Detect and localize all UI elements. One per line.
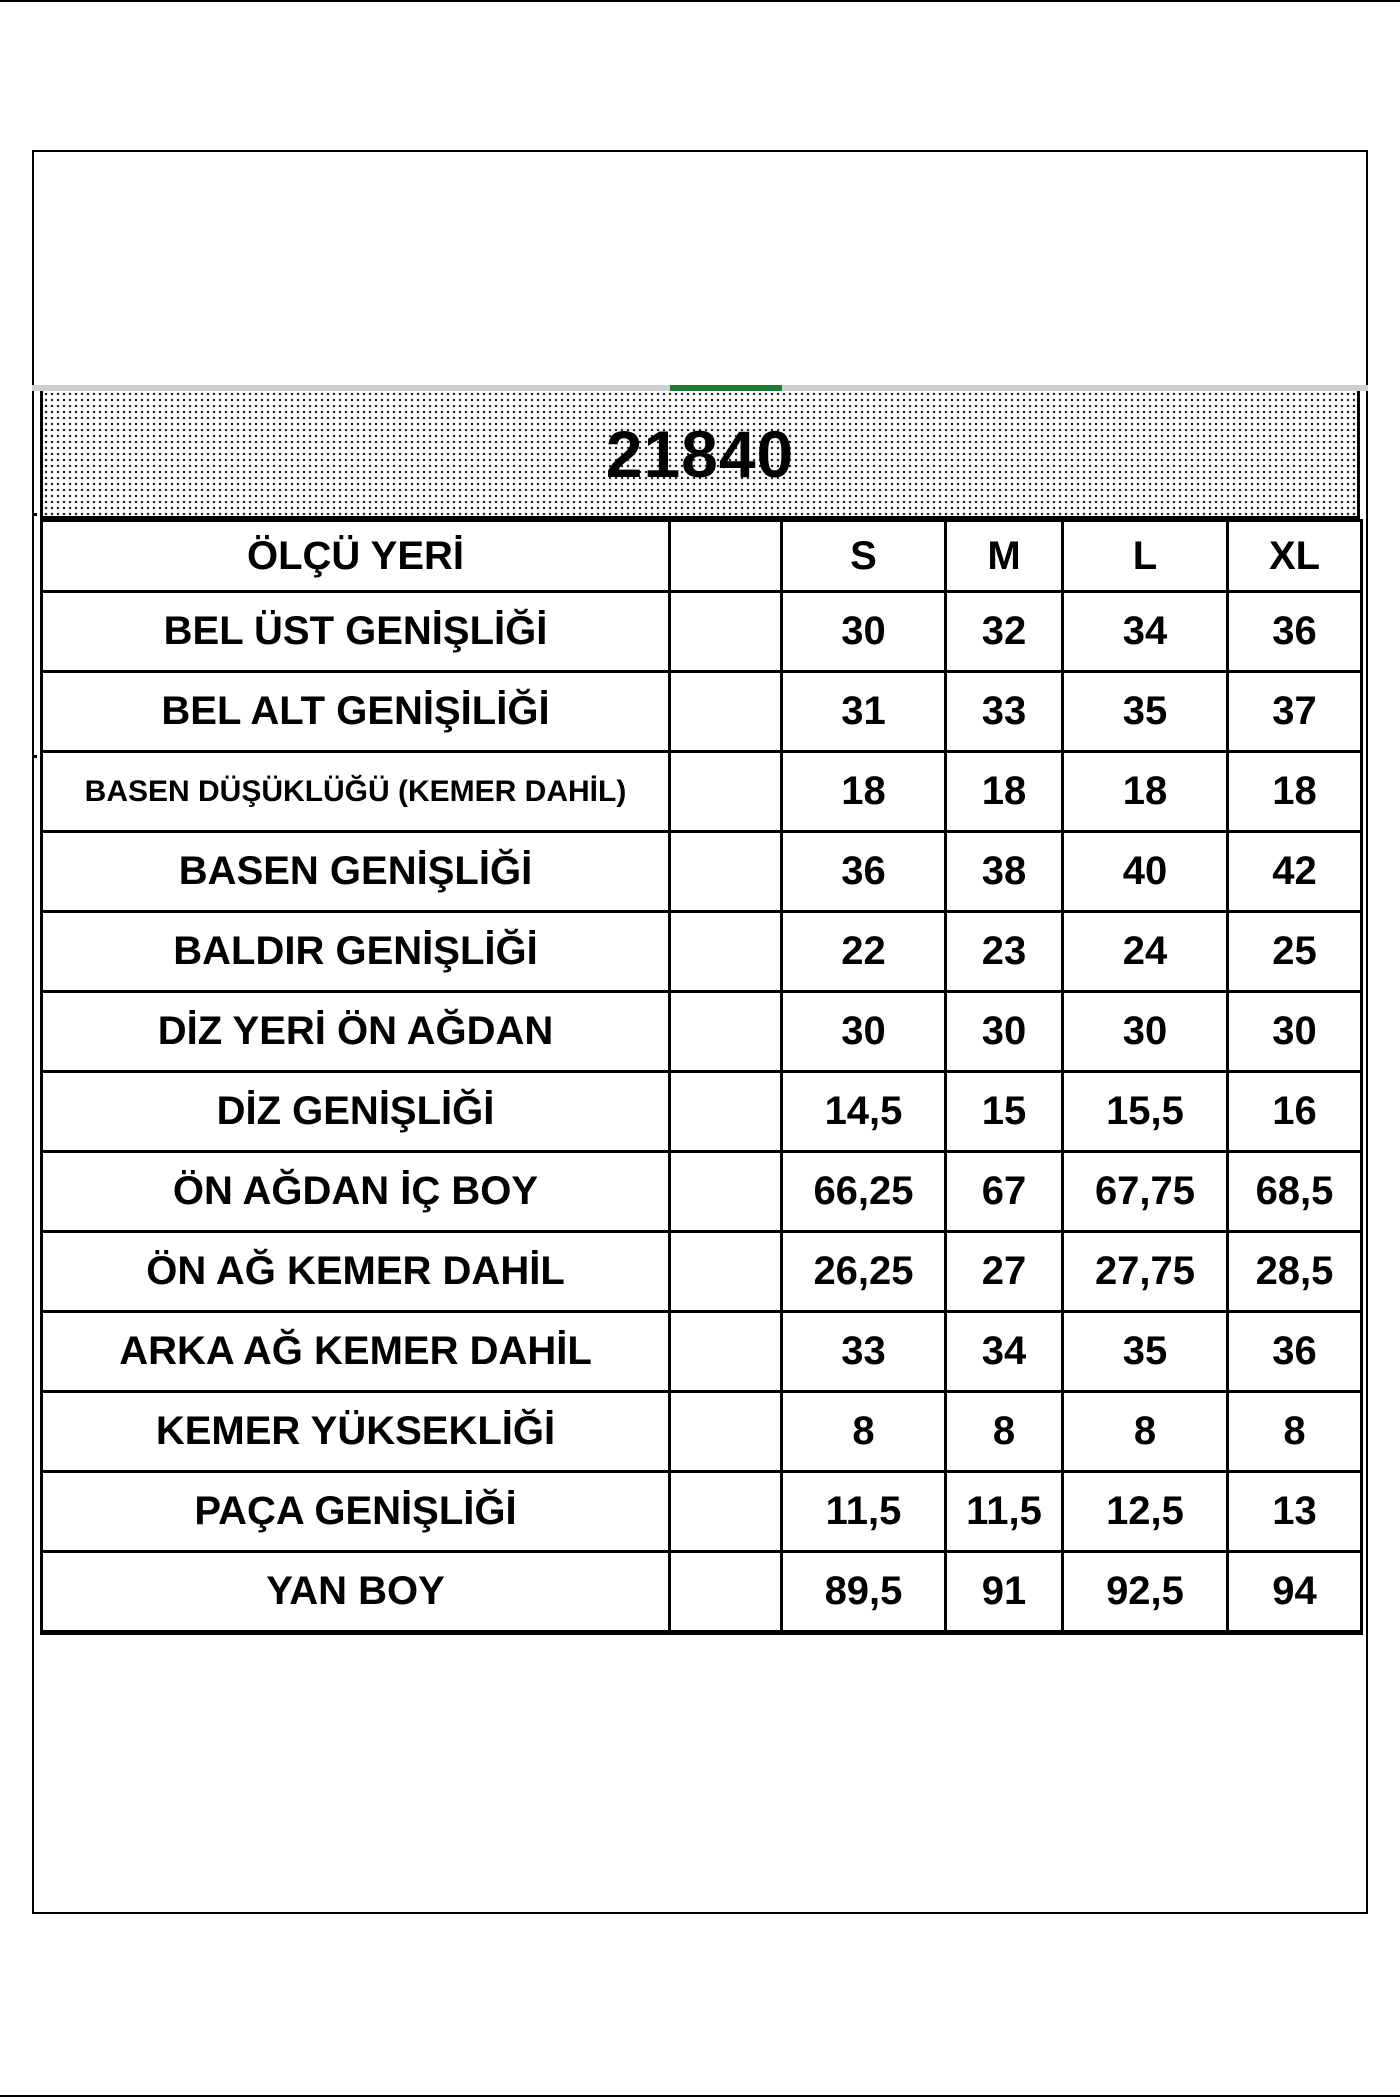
value-cell-m: 11,5 <box>946 1472 1063 1552</box>
value-cell-m: 18 <box>946 752 1063 832</box>
value-cell-s: 33 <box>782 1312 946 1392</box>
value-cell-l: 35 <box>1063 672 1228 752</box>
table-row <box>42 1312 1362 1392</box>
measurement-label: BASEN DÜŞÜKLÜĞÜ (KEMER DAHİL) <box>42 752 670 832</box>
value-cell-l: 92,5 <box>1063 1552 1228 1633</box>
value-cell-m: 67 <box>946 1152 1063 1232</box>
value-cell-s: 66,25 <box>782 1152 946 1232</box>
value-cell-s: 36 <box>782 832 946 912</box>
value-cell-l: 67,75 <box>1063 1152 1228 1232</box>
value-cell-m: 91 <box>946 1552 1063 1633</box>
value-cell-xl: 16 <box>1228 1072 1362 1152</box>
blank-cell <box>670 752 782 832</box>
value-cell-m: 34 <box>946 1312 1063 1392</box>
value-cell-s: 11,5 <box>782 1472 946 1552</box>
table-row <box>42 992 1362 1072</box>
value-cell-xl: 42 <box>1228 832 1362 912</box>
value-cell-l: 35 <box>1063 1312 1228 1392</box>
measurement-label: PAÇA GENİŞLİĞİ <box>42 1472 670 1552</box>
bottom-edge-line <box>0 2095 1400 2097</box>
measurement-label: YAN BOY <box>42 1552 670 1633</box>
value-cell-l: 34 <box>1063 592 1228 672</box>
measurement-label: DİZ YERİ ÖN AĞDAN <box>42 992 670 1072</box>
measurement-label: BEL ÜST GENİŞLİĞİ <box>42 592 670 672</box>
value-cell-l: 18 <box>1063 752 1228 832</box>
value-cell-xl: 25 <box>1228 912 1362 992</box>
table-row <box>42 1392 1362 1472</box>
value-cell-s: 26,25 <box>782 1232 946 1312</box>
table-row <box>42 832 1362 912</box>
value-cell-xl: 94 <box>1228 1552 1362 1633</box>
value-cell-l: 27,75 <box>1063 1232 1228 1312</box>
measurement-label: DİZ GENİŞLİĞİ <box>42 1072 670 1152</box>
value-cell-xl: 30 <box>1228 992 1362 1072</box>
size-header-l: L <box>1063 521 1228 592</box>
table-row <box>42 1072 1362 1152</box>
value-cell-l: 8 <box>1063 1392 1228 1472</box>
blank-cell <box>670 992 782 1072</box>
value-cell-m: 23 <box>946 912 1063 992</box>
value-cell-l: 12,5 <box>1063 1472 1228 1552</box>
blank-cell <box>670 1152 782 1232</box>
blank-cell <box>670 1392 782 1472</box>
value-cell-m: 30 <box>946 992 1063 1072</box>
blank-header <box>670 521 782 592</box>
value-cell-s: 30 <box>782 992 946 1072</box>
table-row <box>42 1472 1362 1552</box>
size-header-m: M <box>946 521 1063 592</box>
value-cell-l: 24 <box>1063 912 1228 992</box>
size-header-s: S <box>782 521 946 592</box>
value-cell-m: 38 <box>946 832 1063 912</box>
table-row <box>42 1552 1362 1633</box>
value-cell-l: 40 <box>1063 832 1228 912</box>
size-chart <box>40 391 1360 1635</box>
blank-cell <box>670 672 782 752</box>
value-cell-m: 15 <box>946 1072 1063 1152</box>
blank-cell <box>670 592 782 672</box>
value-cell-s: 14,5 <box>782 1072 946 1152</box>
value-cell-s: 22 <box>782 912 946 992</box>
table-header-row <box>42 521 1362 592</box>
value-cell-xl: 36 <box>1228 1312 1362 1392</box>
table-row <box>42 672 1362 752</box>
blank-cell <box>670 832 782 912</box>
blank-cell <box>670 1472 782 1552</box>
blank-cell <box>670 1312 782 1392</box>
value-cell-l: 15,5 <box>1063 1072 1228 1152</box>
blank-cell <box>670 912 782 992</box>
value-cell-s: 31 <box>782 672 946 752</box>
value-cell-m: 33 <box>946 672 1063 752</box>
table-row <box>42 592 1362 672</box>
value-cell-m: 27 <box>946 1232 1063 1312</box>
value-cell-xl: 37 <box>1228 672 1362 752</box>
value-cell-s: 8 <box>782 1392 946 1472</box>
measurement-label: KEMER YÜKSEKLİĞİ <box>42 1392 670 1472</box>
value-cell-xl: 28,5 <box>1228 1232 1362 1312</box>
size-header-xl: XL <box>1228 521 1362 592</box>
product-code: 21840 <box>605 416 795 491</box>
measurement-label: ÖN AĞDAN İÇ BOY <box>42 1152 670 1232</box>
top-edge-line <box>0 0 1400 2</box>
table-row <box>42 752 1362 832</box>
measurement-label: BASEN GENİŞLİĞİ <box>42 832 670 912</box>
table-row <box>42 1232 1362 1312</box>
value-cell-s: 89,5 <box>782 1552 946 1633</box>
row-tick <box>32 755 37 758</box>
measurement-label: ÖN AĞ KEMER DAHİL <box>42 1232 670 1312</box>
blank-cell <box>670 1072 782 1152</box>
value-cell-xl: 8 <box>1228 1392 1362 1472</box>
table-row <box>42 912 1362 992</box>
value-cell-l: 30 <box>1063 992 1228 1072</box>
value-cell-xl: 18 <box>1228 752 1362 832</box>
blank-cell <box>670 1552 782 1633</box>
value-cell-xl: 68,5 <box>1228 1152 1362 1232</box>
value-cell-s: 30 <box>782 592 946 672</box>
value-cell-s: 18 <box>782 752 946 832</box>
value-cell-m: 32 <box>946 592 1063 672</box>
title-band <box>40 391 1360 519</box>
table-row <box>42 1152 1362 1232</box>
measurement-table <box>40 519 1363 1635</box>
row-tick <box>32 513 37 516</box>
blank-cell <box>670 1232 782 1312</box>
measurement-label: ARKA AĞ KEMER DAHİL <box>42 1312 670 1392</box>
value-cell-xl: 36 <box>1228 592 1362 672</box>
measurement-label: BALDIR GENİŞLİĞİ <box>42 912 670 992</box>
value-cell-xl: 13 <box>1228 1472 1362 1552</box>
measurement-label: BEL ALT GENİŞİLİĞİ <box>42 672 670 752</box>
measurement-header: ÖLÇÜ YERİ <box>42 521 670 592</box>
value-cell-m: 8 <box>946 1392 1063 1472</box>
